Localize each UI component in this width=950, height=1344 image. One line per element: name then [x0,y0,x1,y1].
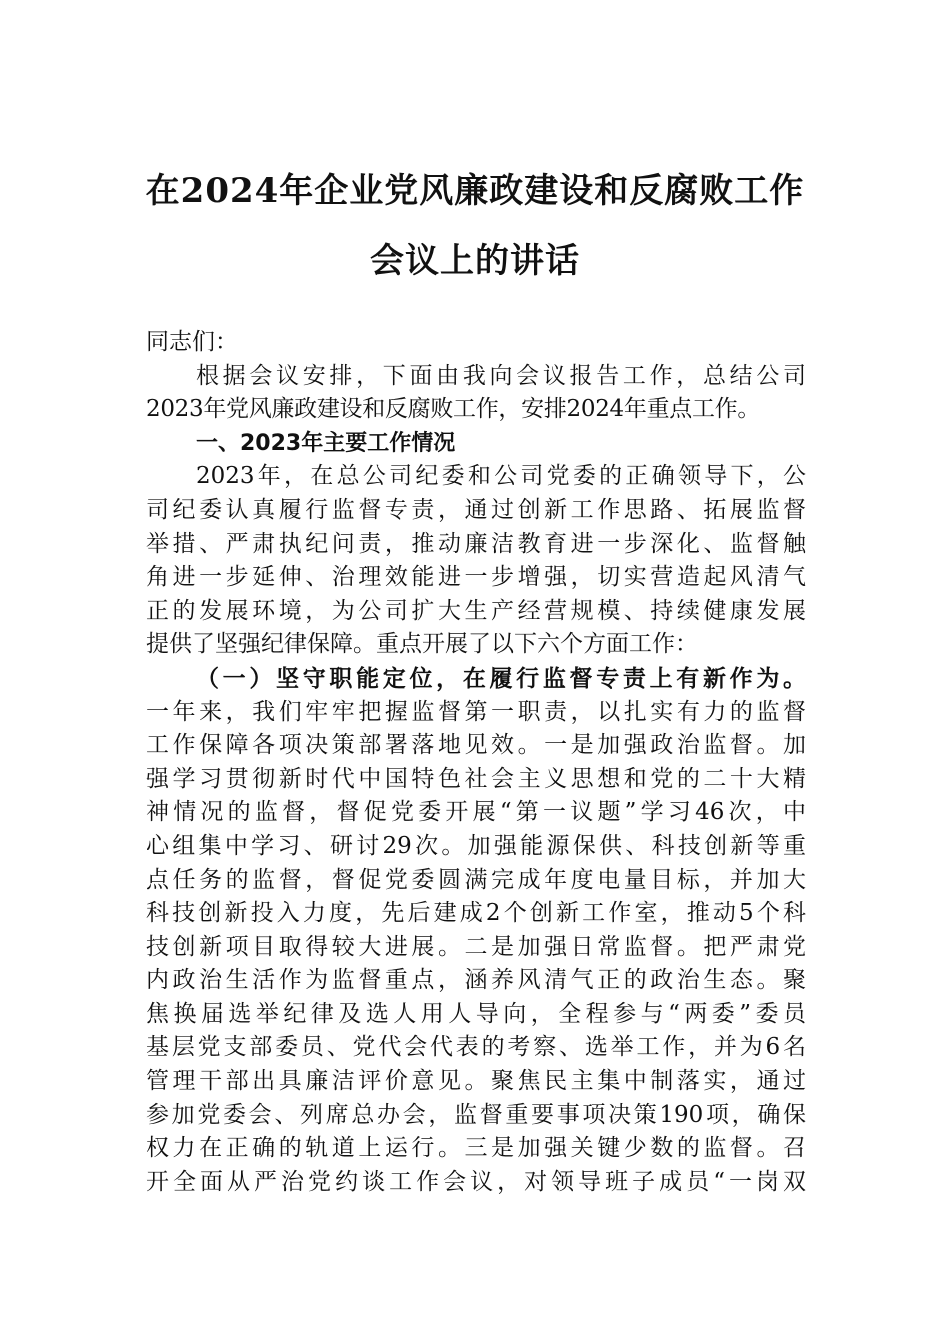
paragraph-line: 科技创新投入力度，先后建成2个创新工作室，推动5个科 [146,900,806,927]
paragraph-line: 管理干部出具廉洁评价意见。聚焦民主集中制落实，通过 [146,1068,806,1095]
subsection-heading: （一）坚守职能定位，在履行监督专责上有新作为。 [196,664,806,692]
paragraph-line: 举措、严肃执纪问责，推动廉洁教育进一步深化、监督触 [146,530,806,557]
paragraph-line: 一年来，我们牢牢把握监督第一职责，以扎实有力的监督 [146,698,806,725]
paragraph-line: 正的发展环境，为公司扩大生产经营规模、持续健康发展 [146,597,806,624]
paragraph-line: 2023年，在总公司纪委和公司党委的正确领导下，公 [196,463,806,490]
paragraph-line: 权力在正确的轨道上运行。三是加强关键少数的监督。召 [146,1135,806,1162]
paragraph-line: 2023年党风廉政建设和反腐败工作，安排2024年重点工作。 [146,396,761,423]
paragraph-line: 神情况的监督，督促党委开展“第一议题”学习46次，中 [146,799,806,826]
paragraph-line: 基层党支部委员、党代会代表的考察、选举工作，并为6名 [146,1034,806,1061]
paragraph-line: 心组集中学习、研讨29次。加强能源保供、科技创新等重 [146,832,806,859]
paragraph-line: 内政治生活作为监督重点，涵养风清气正的政治生态。聚 [146,967,806,994]
document-title-line-1: 在2024年企业党风廉政建设和反腐败工作 [145,171,805,211]
paragraph-line: 参加党委会、列席总办会，监督重要事项决策190项，确保 [146,1101,806,1128]
paragraph-line: 强学习贯彻新时代中国特色社会主义思想和党的二十大精 [146,765,806,792]
paragraph-line: 焦换届选举纪律及选人用人导向，全程参与“两委”委员 [146,1000,806,1027]
document-title-line-2: 会议上的讲话 [370,241,580,281]
paragraph-line: 技创新项目取得较大进展。二是加强日常监督。把严肃党 [146,933,806,960]
paragraph-line: 司纪委认真履行监督专责，通过创新工作思路、拓展监督 [146,496,806,523]
paragraph-line: 工作保障各项决策部署落地见效。一是加强政治监督。加 [146,732,806,759]
paragraph-line: 点任务的监督，督促党委圆满完成年度电量目标，并加大 [146,866,806,893]
salutation: 同志们： [146,329,238,355]
section-heading: 一、2023年主要工作情况 [196,430,456,456]
paragraph-line: 角进一步延伸、治理效能进一步增强，切实营造起风清气 [146,564,806,591]
document-body [146,326,806,1199]
paragraph-line: 根据会议安排，下面由我向会议报告工作，总结公司 [196,362,806,389]
paragraph-line: 提供了坚强纪律保障。重点开展了以下六个方面工作： [146,631,698,658]
paragraph-line: 开全面从严治党约谈工作会议，对领导班子成员“一岗双 [146,1168,806,1195]
